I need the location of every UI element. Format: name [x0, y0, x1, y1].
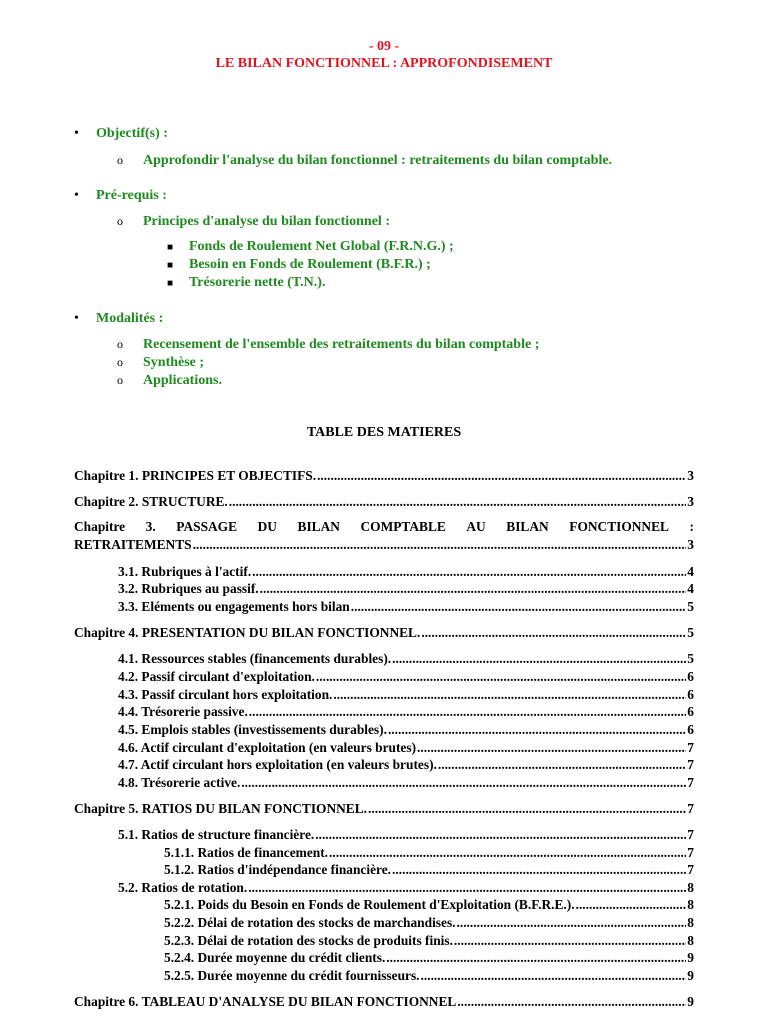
toc-leader	[333, 686, 686, 703]
toc-entry-4-2[interactable]: 4.2. Passif circulant d'exploitation. ..... 6	[118, 668, 694, 685]
toc-leader	[248, 879, 686, 896]
toc-entry-5-1-2[interactable]: 5.1.2. Ratios d'indépendance financière. ..... 7	[164, 861, 694, 878]
toc-leader	[229, 493, 687, 510]
toc-entry-4-1[interactable]: 4.1. Ressources stables (financements durables). ..... 5	[118, 650, 694, 667]
circle-bullet-icon: o	[117, 373, 123, 387]
objectifs-item: o Approfondir l'analyse du bilan fonctionnel : retraitements du bilan comptable.	[117, 153, 613, 168]
toc-leader	[260, 580, 687, 597]
toc-leader	[316, 668, 686, 685]
toc-leader	[457, 914, 687, 931]
toc-leader	[386, 949, 686, 966]
prerequis-item: o Principes d'analyse du bilan fonctionnel :	[117, 214, 390, 229]
toc-leader	[576, 896, 687, 913]
toc-entry-3-1[interactable]: 3.1. Rubriques à l'actif. ..... 4	[118, 563, 694, 580]
toc-entry-ch3-line1[interactable]: Chapitre 3. PASSAGE DU BILAN COMPTABLE AU BILAN FONCTIONNEL :	[74, 519, 694, 534]
toc-entry-3-2[interactable]: 3.2. Rubriques au passif. ..... 4	[118, 580, 694, 597]
circle-bullet-icon: o	[117, 355, 123, 369]
prerequis-subitem: ■ Trésorerie nette (T.N.).	[167, 274, 325, 292]
toc-entry-ch6[interactable]: Chapitre 6. TABLEAU D'ANALYSE DU BILAN FONCTIONNEL ..... 9	[74, 993, 694, 1010]
toc-entry-5-2-5[interactable]: 5.2.5. Durée moyenne du crédit fournisseurs. ..... 9	[164, 967, 694, 984]
toc-leader	[193, 536, 687, 553]
toc-entry-5-1[interactable]: 5.1. Ratios de structure financière. ..... 7	[118, 826, 694, 843]
toc-leader	[368, 800, 686, 817]
toc-entry-5-2-2[interactable]: 5.2.2. Délai de rotation des stocks de marchandises. ..... 8	[164, 914, 694, 931]
toc-leader	[392, 650, 686, 667]
bullet-icon: •	[74, 126, 79, 141]
toc-leader	[351, 598, 687, 615]
toc-leader	[252, 563, 686, 580]
modalites-label-row	[74, 310, 163, 328]
toc-entry-3-3[interactable]: 3.3. Eléments ou engagements hors bilan ..... 5	[118, 598, 694, 615]
prerequis-subitem: ■ Fonds de Roulement Net Global (F.R.N.G.) ;	[167, 238, 454, 256]
toc-entry-ch4[interactable]: Chapitre 4. PRESENTATION DU BILAN FONCTIONNEL. ..... 5	[74, 624, 694, 641]
toc-entry-ch5[interactable]: Chapitre 5. RATIOS DU BILAN FONCTIONNEL. ..... 7	[74, 800, 694, 817]
toc-entry-ch3-line2[interactable]: RETRAITEMENTS ..... 3	[74, 536, 694, 553]
toc-leader	[392, 861, 686, 878]
toc-leader	[421, 624, 686, 641]
toc-leader	[438, 756, 686, 773]
toc-entry-4-3[interactable]: 4.3. Passif circulant hors exploitation. ..... 6	[118, 686, 694, 703]
modalites-item: o Recensement de l'ensemble des retraitements du bilan comptable ;	[117, 337, 540, 352]
modalites-item: o Synthèse ;	[117, 355, 205, 370]
square-bullet-icon: ■	[167, 242, 174, 253]
toc-entry-5-2[interactable]: 5.2. Ratios de rotation. ..... 8	[118, 879, 694, 896]
toc-entry-4-5[interactable]: 4.5. Emplois stables (investissements durables). ..... 6	[118, 721, 694, 738]
toc-entry-4-6[interactable]: 4.6. Actif circulant d'exploitation (en valeurs brutes) ..... 7	[118, 739, 694, 756]
toc-entry-4-8[interactable]: 4.8. Trésorerie active. ..... 7	[118, 774, 694, 791]
toc-entry-ch1[interactable]: Chapitre 1. PRINCIPES ET OBJECTIFS. ..... 3	[74, 467, 694, 484]
objectifs-label-row	[74, 125, 168, 143]
document-title: LE BILAN FONCTIONNEL : APPROFONDISEMENT	[215, 56, 553, 71]
toc-entry-5-2-1[interactable]: 5.2.1. Poids du Besoin en Fonds de Roulement d'Exploitation (B.F.R.E.). ..... 8	[164, 896, 694, 913]
bullet-icon: •	[74, 311, 79, 326]
toc-leader	[388, 721, 686, 738]
document-header	[0, 38, 768, 72]
toc-leader	[241, 774, 686, 791]
toc-leader	[315, 826, 686, 843]
toc-leader	[317, 467, 686, 484]
circle-bullet-icon: o	[117, 214, 123, 228]
toc-leader	[421, 967, 687, 984]
chapter-number: - 09 -	[368, 39, 400, 54]
prerequis-label-row	[74, 187, 167, 205]
toc-entry-4-4[interactable]: 4.4. Trésorerie passive. ..... 6	[118, 703, 694, 720]
bullet-icon: •	[74, 188, 79, 203]
toc-entry-ch2[interactable]: Chapitre 2. STRUCTURE. ..... 3	[74, 493, 694, 510]
toc-entry-4-7[interactable]: 4.7. Actif circulant hors exploitation (en valeurs brutes). ..... 7	[118, 756, 694, 773]
toc-leader	[329, 844, 686, 861]
modalites-item: o Applications.	[117, 373, 222, 388]
circle-bullet-icon: o	[117, 153, 123, 167]
square-bullet-icon: ■	[167, 278, 174, 289]
square-bullet-icon: ■	[167, 260, 174, 271]
toc-entry-5-2-4[interactable]: 5.2.4. Durée moyenne du crédit clients. ..... 9	[164, 949, 694, 966]
toc-leader	[417, 739, 686, 756]
toc-entry-5-1-1[interactable]: 5.1.1. Ratios de financement. ..... 7	[164, 844, 694, 861]
circle-bullet-icon: o	[117, 337, 123, 351]
toc-leader	[249, 703, 687, 720]
toc-leader	[454, 932, 686, 949]
toc-title: TABLE DES MATIERES	[306, 425, 462, 440]
prerequis-label: Pré-requis :	[96, 188, 167, 203]
objectifs-label: Objectif(s) :	[96, 126, 168, 141]
toc-leader	[457, 993, 686, 1010]
prerequis-subitem: ■ Besoin en Fonds de Roulement (B.F.R.) ;	[167, 256, 431, 274]
modalites-label: Modalités :	[96, 311, 164, 326]
toc-entry-5-2-3[interactable]: 5.2.3. Délai de rotation des stocks de produits finis. ..... 8	[164, 932, 694, 949]
